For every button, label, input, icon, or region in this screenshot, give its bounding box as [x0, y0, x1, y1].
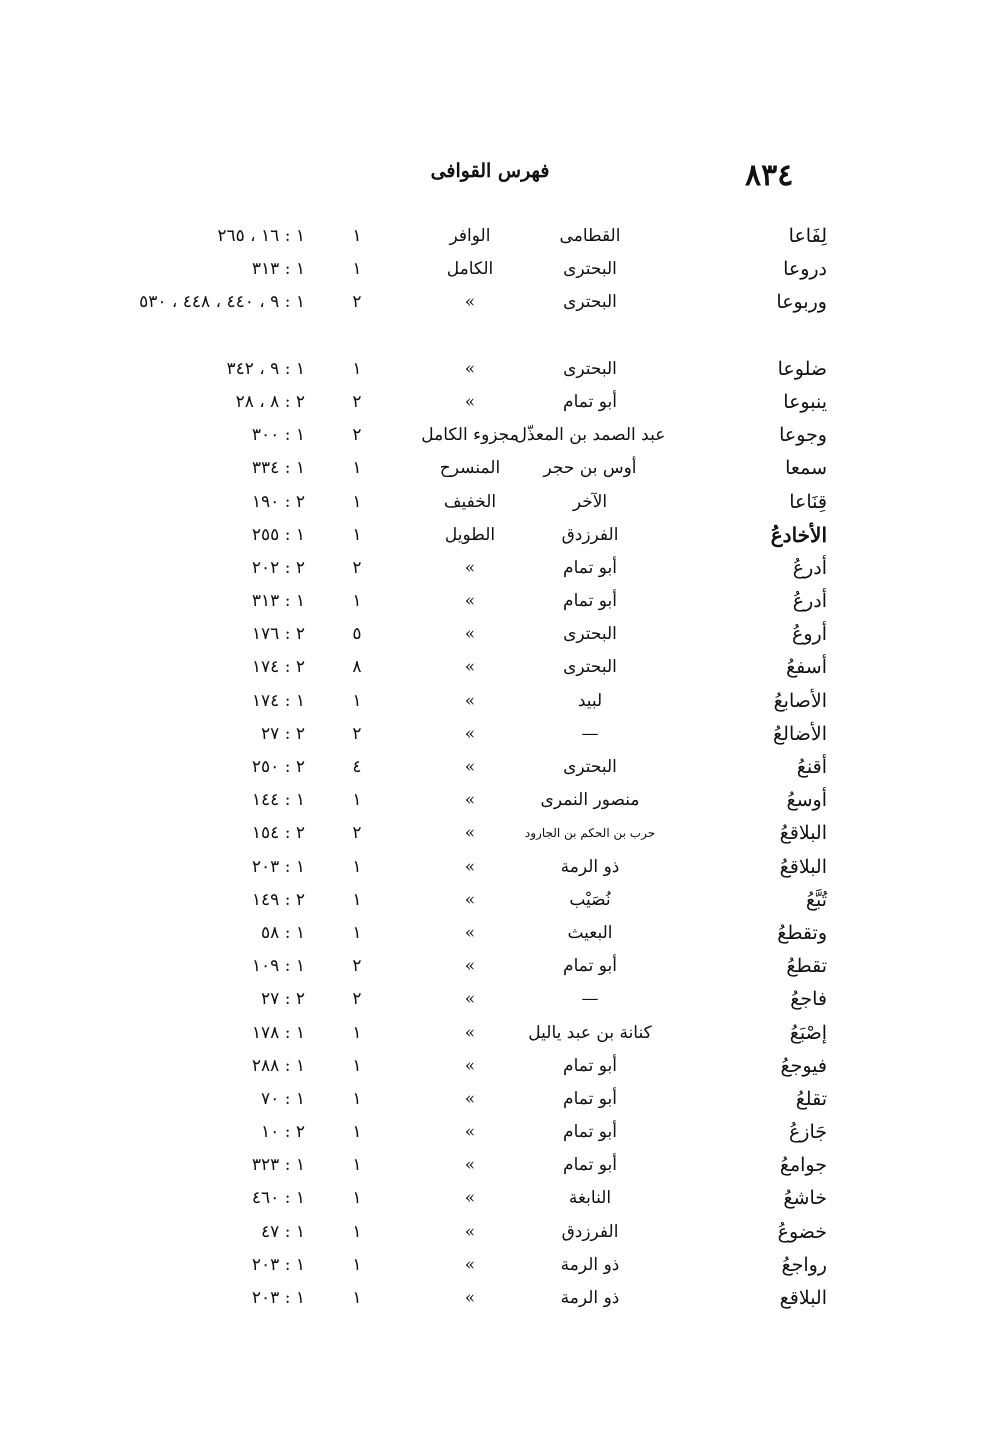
count-cell: ٢: [352, 557, 362, 578]
count-cell: ١: [352, 1254, 362, 1275]
reference-cell: ١ : ٧٠: [261, 1088, 305, 1109]
meter-cell: »: [464, 557, 476, 578]
rhyme-cell: أقنعُ: [796, 756, 827, 779]
reference-cell: ١ : ٣٣٤: [251, 458, 305, 479]
rhyme-cell: فاجعُ: [790, 988, 827, 1011]
poet-cell: أبو تمام: [563, 391, 617, 412]
meter-cell: مجزوء الكامل: [421, 425, 519, 446]
rhyme-cell: سمعا: [785, 457, 827, 480]
poet-cell: البحترى: [563, 358, 617, 379]
reference-cell: ١ : ٣١٣: [251, 591, 305, 612]
meter-cell: »: [464, 391, 476, 412]
table-row: [0, 1249, 1005, 1282]
reference-cell: ١ : ٢٠٣: [251, 1288, 305, 1309]
meter-cell: »: [464, 757, 476, 778]
table-row: [0, 1017, 1005, 1050]
rhyme-index-table: [0, 220, 1005, 1315]
poet-cell: أبو تمام: [563, 956, 617, 977]
count-cell: ١: [352, 889, 362, 910]
poet-cell: لبيد: [577, 690, 603, 711]
table-row: [0, 386, 1005, 419]
poet-cell: ذو الرمة: [560, 1288, 620, 1309]
poet-cell: أبو تمام: [563, 1088, 617, 1109]
count-cell: ١: [352, 856, 362, 877]
poet-cell: أبو تمام: [563, 591, 617, 612]
table-row: [0, 851, 1005, 884]
table-row: [0, 486, 1005, 519]
reference-cell: ٢ : ٨ ، ٢٨: [235, 391, 305, 412]
rhyme-cell: أدرعُ: [792, 590, 827, 613]
count-cell: ٢: [352, 989, 362, 1010]
count-cell: ٢: [352, 292, 362, 313]
count-cell: ١: [352, 591, 362, 612]
poet-cell: —: [581, 723, 599, 744]
rhyme-cell: لِفَاعا: [788, 225, 827, 247]
meter-cell: »: [464, 956, 476, 977]
reference-cell: ١ : ١٦ ، ٢٦٥: [217, 226, 305, 246]
poet-cell: البحترى: [563, 259, 617, 280]
table-row: [0, 618, 1005, 651]
rhyme-cell: وتقطعُ: [777, 921, 827, 944]
reference-cell: ٢ : ١٩٠: [251, 491, 305, 512]
table-row: [0, 1083, 1005, 1116]
table-row: [0, 1149, 1005, 1182]
meter-cell: »: [464, 856, 476, 877]
poet-cell: منصور النمرى: [540, 790, 640, 811]
reference-cell: ٢ : ٢٠٢: [251, 557, 305, 578]
reference-cell: ٢ : ١٥٤: [251, 823, 305, 844]
reference-cell: ١ : ١٧٨: [251, 1022, 305, 1043]
reference-cell: ٢ : ٢٧: [261, 989, 305, 1010]
count-cell: ١: [352, 491, 362, 512]
count-cell: ١: [352, 690, 362, 711]
table-row: [0, 220, 1005, 253]
rhyme-cell: فيوجعُ: [780, 1054, 827, 1077]
meter-cell: »: [464, 922, 476, 943]
rhyme-cell: أروعُ: [792, 623, 827, 646]
meter-cell: »: [464, 1288, 476, 1309]
table-row: [0, 1282, 1005, 1315]
meter-cell: »: [464, 292, 476, 313]
count-cell: ١: [352, 1088, 362, 1109]
rhyme-cell: الأضالعُ: [773, 722, 827, 745]
count-cell: ١: [352, 1221, 362, 1242]
meter-cell: »: [464, 723, 476, 744]
page-title: فهرس القوافى: [430, 160, 550, 182]
meter-cell: »: [464, 657, 476, 678]
reference-cell: ١ : ٣٠٠: [251, 425, 305, 446]
count-cell: ٥: [352, 624, 362, 645]
poet-cell: نُصَيْب: [569, 889, 611, 910]
reference-cell: ١ : ١٠٩: [251, 956, 305, 977]
poet-cell: ذو الرمة: [560, 1254, 620, 1275]
table-row: [0, 1116, 1005, 1149]
count-cell: ٢: [352, 391, 362, 412]
reference-cell: ٢ : ١٧٤: [251, 657, 305, 678]
count-cell: ١: [352, 1288, 362, 1309]
poet-cell: البحترى: [563, 757, 617, 778]
table-row: [0, 1050, 1005, 1083]
count-cell: ٨: [352, 657, 362, 678]
rhyme-cell: وربوعا: [776, 291, 827, 314]
table-row: [0, 552, 1005, 585]
table-row: [0, 585, 1005, 618]
reference-cell: ٢ : ١٧٦: [251, 624, 305, 645]
poet-cell: أبو تمام: [563, 1122, 617, 1143]
count-cell: ٢: [352, 723, 362, 744]
count-cell: ٢: [352, 956, 362, 977]
meter-cell: »: [464, 823, 476, 844]
poet-cell: أبو تمام: [563, 1055, 617, 1076]
rhyme-cell: دروعا: [783, 258, 827, 281]
rhyme-cell: وجوعا: [779, 424, 827, 447]
poet-cell: الآخر: [572, 491, 608, 512]
poet-cell: البحترى: [563, 657, 617, 678]
reference-cell: ١ : ٩ ، ٤٤٠ ، ٤٤٨ ، ٥٣٠: [139, 292, 305, 313]
reference-cell: ١ : ٢٥٥: [251, 524, 305, 545]
reference-cell: ١ : ١٧٤: [251, 690, 305, 711]
meter-cell: الخفيف: [443, 491, 497, 512]
table-row: [0, 685, 1005, 718]
meter-cell: المنسرح: [439, 458, 501, 479]
rhyme-cell: خضوعُ: [777, 1220, 827, 1243]
reference-cell: ١ : ٢٠٣: [251, 856, 305, 877]
poet-cell: القطامى: [559, 226, 621, 246]
table-row: [0, 1182, 1005, 1215]
reference-cell: ١ : ٢٠٣: [251, 1254, 305, 1275]
poet-cell: ذو الرمة: [560, 856, 620, 877]
reference-cell: ١ : ٢٨٨: [251, 1055, 305, 1076]
rhyme-cell: البلاقعُ: [779, 822, 827, 845]
count-cell: ١: [352, 1155, 362, 1176]
table-row: [0, 983, 1005, 1016]
poet-cell: —: [581, 989, 599, 1010]
poet-cell: البحترى: [563, 624, 617, 645]
meter-cell: »: [464, 790, 476, 811]
reference-cell: ١ : ٣١٣: [251, 259, 305, 280]
reference-cell: ١ : ٤٦٠: [251, 1188, 305, 1209]
rhyme-cell: البلاقعُ: [779, 855, 827, 878]
rhyme-cell: تقطعُ: [786, 955, 827, 978]
count-cell: ١: [352, 259, 362, 280]
meter-cell: الطويل: [444, 524, 496, 545]
meter-cell: »: [464, 624, 476, 645]
rhyme-cell: جوامعُ: [779, 1154, 827, 1177]
count-cell: ٤: [352, 757, 362, 778]
meter-cell: »: [464, 591, 476, 612]
table-row: [0, 519, 1005, 552]
table-row: [0, 286, 1005, 352]
count-cell: ١: [352, 1022, 362, 1043]
table-row: [0, 784, 1005, 817]
rhyme-cell: أسفعُ: [786, 656, 827, 679]
rhyme-cell: أدرعُ: [792, 556, 827, 579]
table-row: [0, 452, 1005, 485]
table-row: [0, 651, 1005, 684]
reference-cell: ١ : ٤٧: [261, 1221, 305, 1242]
meter-cell: »: [464, 1055, 476, 1076]
poet-cell: الفرزدق: [561, 524, 619, 545]
count-cell: ١: [352, 226, 362, 246]
reference-cell: ٢ : ١٤٩: [251, 889, 305, 910]
table-row: [0, 253, 1005, 286]
rhyme-cell: تقلعُ: [795, 1087, 827, 1110]
rhyme-cell: أوسعُ: [786, 789, 827, 812]
rhyme-cell: الأخادعُ: [770, 522, 827, 547]
meter-cell: الوافر: [449, 226, 491, 246]
rhyme-cell: ينبوعا: [783, 390, 827, 413]
table-row: [0, 353, 1005, 386]
rhyme-cell: قِنَاعا: [789, 490, 827, 513]
table-row: [0, 917, 1005, 950]
meter-cell: »: [464, 1088, 476, 1109]
poet-cell: حرب بن الحكم بن الجارود: [524, 826, 656, 841]
poet-cell: كنانة بن عبد ياليل: [528, 1022, 652, 1043]
count-cell: ١: [352, 358, 362, 379]
rhyme-cell: ضلوعا: [777, 357, 827, 380]
reference-cell: ١ : ٩ ، ٣٤٢: [226, 358, 305, 379]
count-cell: ١: [352, 1055, 362, 1076]
meter-cell: »: [464, 690, 476, 711]
table-row: [0, 718, 1005, 751]
table-row: [0, 751, 1005, 784]
poet-cell: البعيث: [567, 922, 613, 943]
rhyme-cell: البلاقع: [779, 1287, 827, 1310]
rhyme-cell: خاشعُ: [783, 1187, 827, 1210]
meter-cell: »: [464, 1254, 476, 1275]
poet-cell: أبو تمام: [563, 557, 617, 578]
table-row: [0, 419, 1005, 452]
count-cell: ٢: [352, 425, 362, 446]
poet-cell: النابغة: [568, 1188, 612, 1209]
meter-cell: »: [464, 1188, 476, 1209]
count-cell: ١: [352, 790, 362, 811]
table-row: [0, 950, 1005, 983]
meter-cell: الكامل: [446, 259, 494, 280]
page-number: ٨٣٤: [745, 158, 794, 193]
meter-cell: »: [464, 1221, 476, 1242]
reference-cell: ١ : ١٤٤: [251, 790, 305, 811]
table-row: [0, 884, 1005, 917]
poet-cell: عبد الصمد بن المعذّل: [514, 425, 666, 446]
reference-cell: ٢ : ٢٥٠: [251, 757, 305, 778]
meter-cell: »: [464, 358, 476, 379]
count-cell: ١: [352, 1188, 362, 1209]
meter-cell: »: [464, 1122, 476, 1143]
rhyme-cell: الأصابعُ: [773, 689, 827, 712]
rhyme-cell: تُبَّعُ: [805, 888, 827, 911]
reference-cell: ١ : ٥٨: [261, 922, 305, 943]
reference-cell: ٢ : ٢٧: [261, 723, 305, 744]
table-row: [0, 817, 1005, 850]
rhyme-cell: جَازعُ: [788, 1121, 827, 1144]
meter-cell: »: [464, 1022, 476, 1043]
count-cell: ٢: [352, 823, 362, 844]
table-row: [0, 1216, 1005, 1249]
rhyme-cell: رواجعُ: [781, 1253, 827, 1276]
poet-cell: البحترى: [563, 292, 617, 313]
reference-cell: ٢ : ١٠: [261, 1122, 305, 1143]
count-cell: ١: [352, 458, 362, 479]
count-cell: ١: [352, 524, 362, 545]
meter-cell: »: [464, 1155, 476, 1176]
count-cell: ١: [352, 1122, 362, 1143]
reference-cell: ١ : ٣٢٣: [251, 1155, 305, 1176]
rhyme-cell: إصْبَعُ: [789, 1021, 827, 1044]
count-cell: ١: [352, 922, 362, 943]
poet-cell: الفرزدق: [561, 1221, 619, 1242]
meter-cell: »: [464, 989, 476, 1010]
poet-cell: أوس بن حجر: [543, 458, 637, 479]
meter-cell: »: [464, 889, 476, 910]
poet-cell: أبو تمام: [563, 1155, 617, 1176]
